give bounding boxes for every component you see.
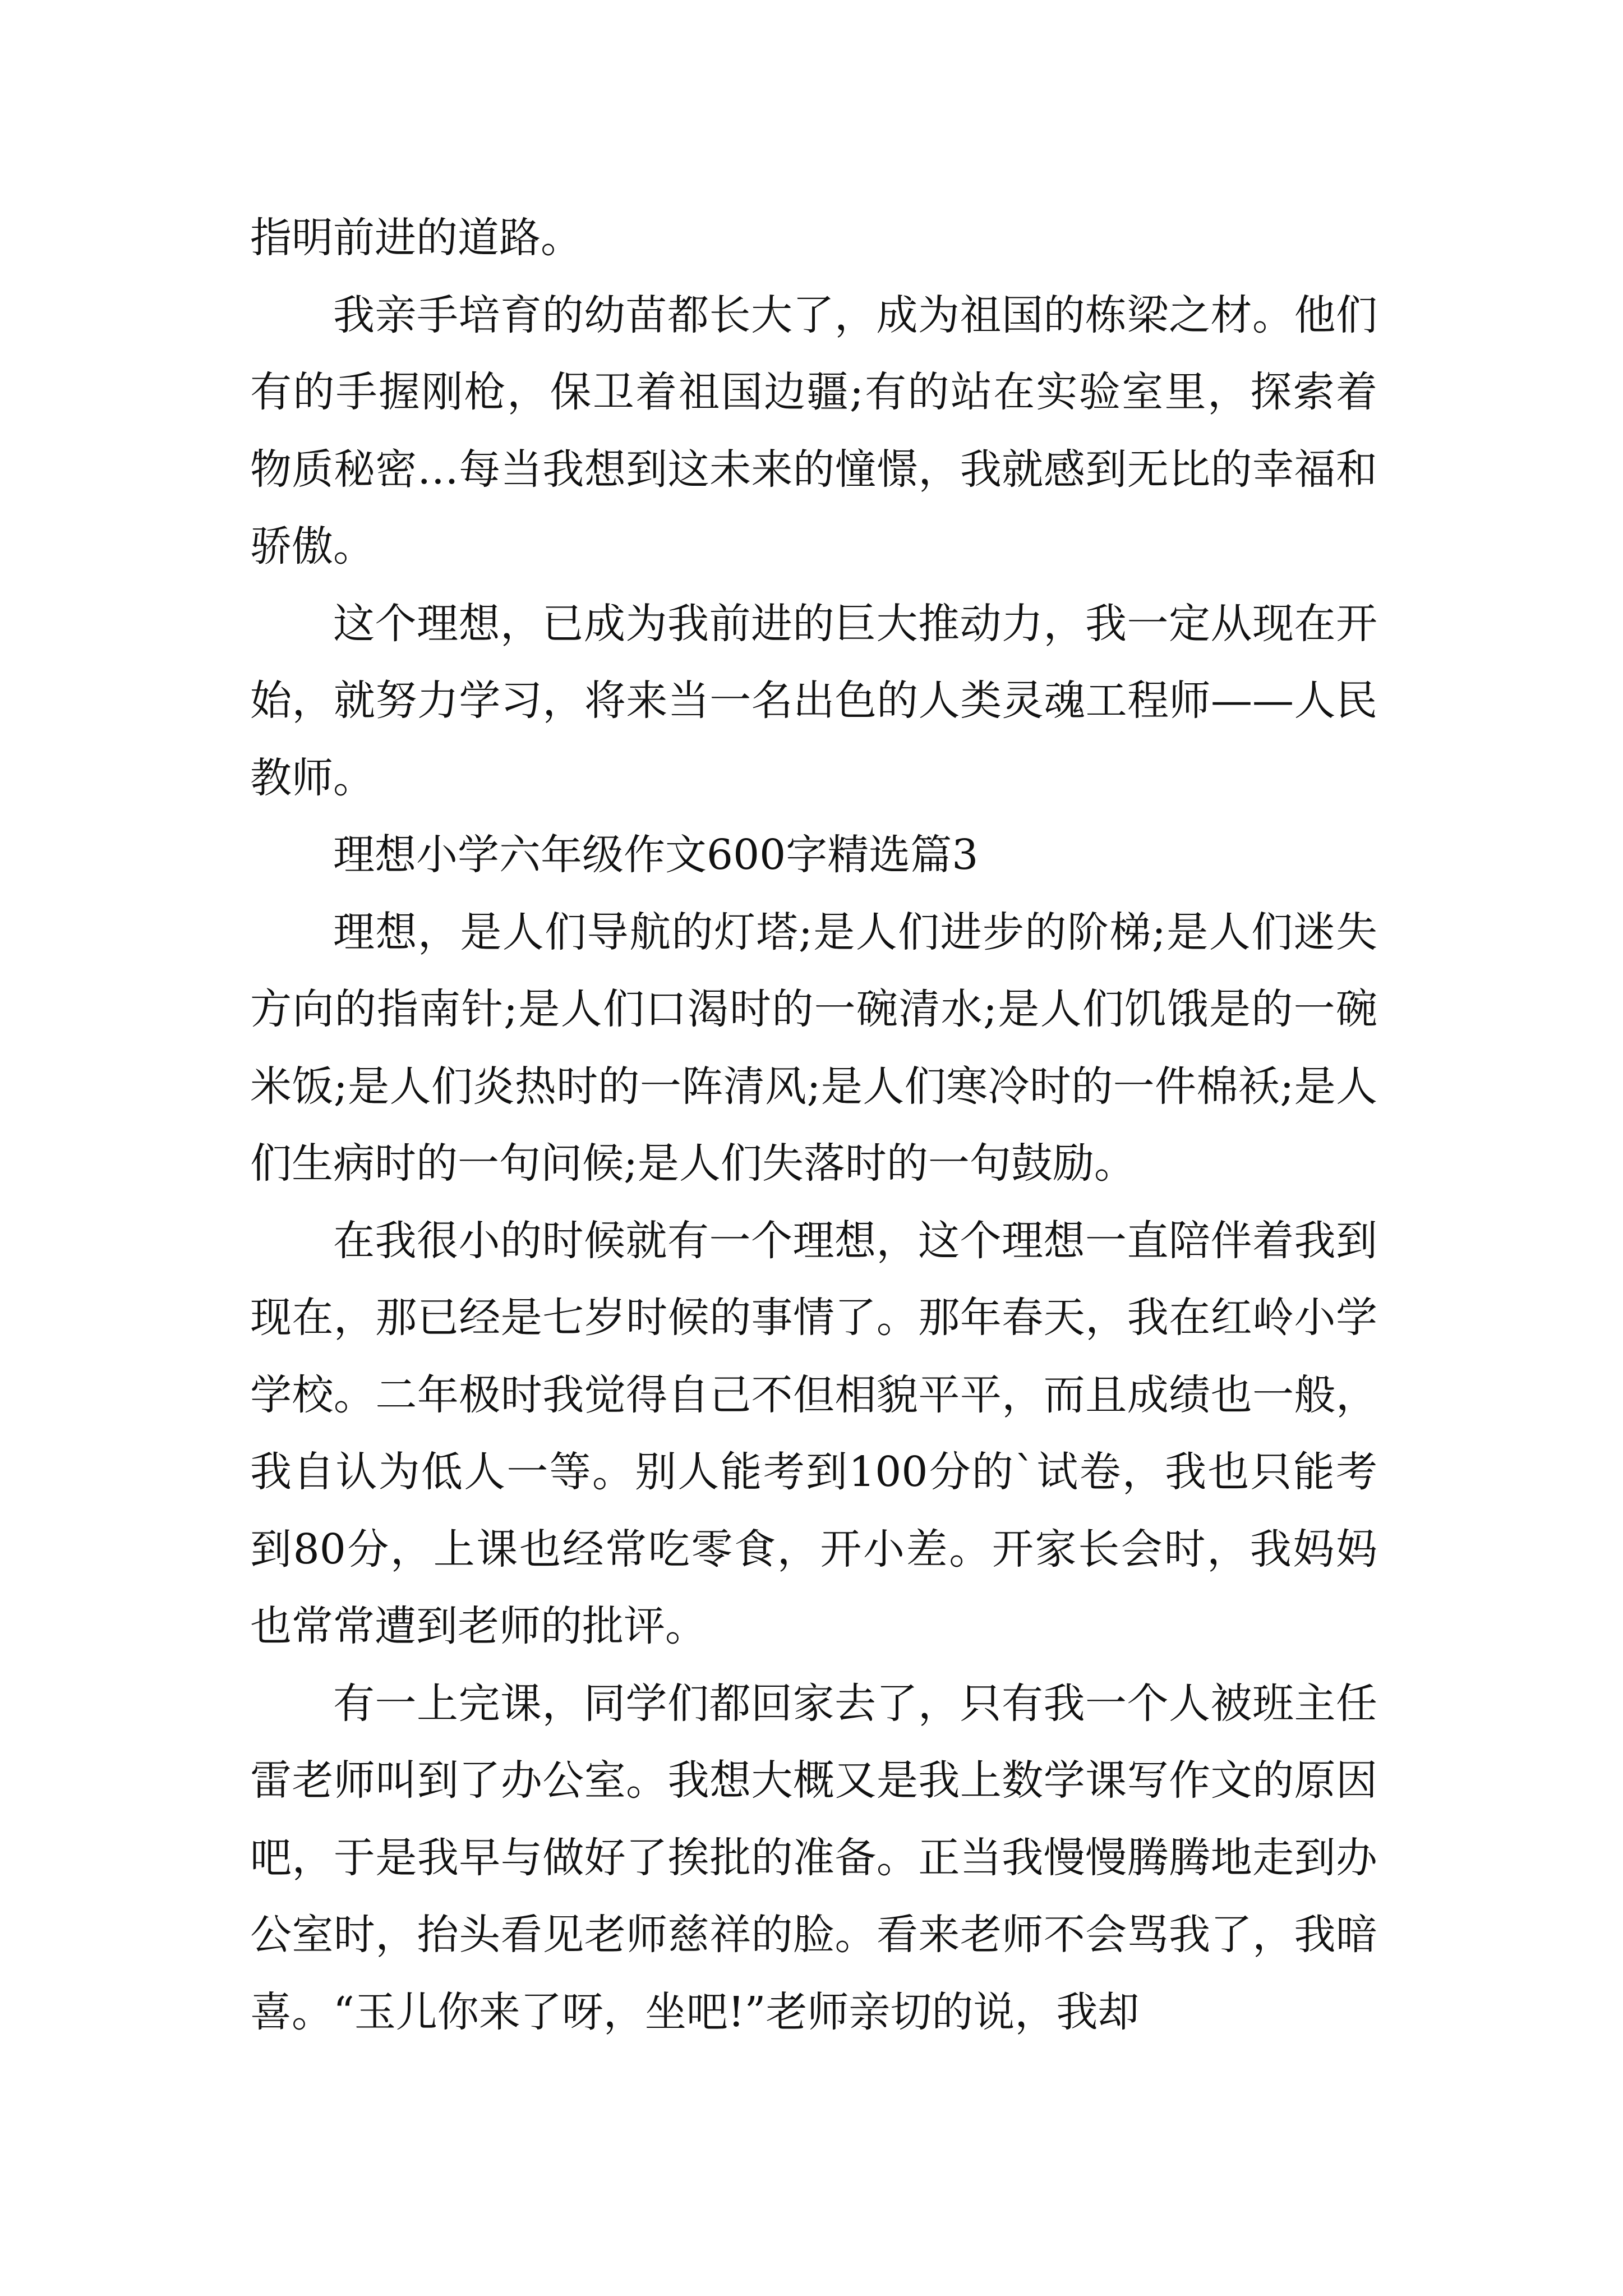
paragraph: 有一上完课，同学们都回家去了，只有我一个人被班主任雷老师叫到了办公室。我想大概又是我上数学课写作文的原因吧，于是我早与做好了挨批的准备。正当我慢慢腾腾地走到办公室时，抬头看见老师慈祥的脸。看来老师不会骂我了，我暗喜。“玉儿你来了呀，坐吧!”老师亲切的说，我却 — [250, 1679, 1377, 2036]
paragraph: 这个理想，已成为我前进的巨大推动力，我一定从现在开始，就努力学习，将来当一名出色的人类灵魂工程师——人民教师。 — [250, 599, 1377, 802]
section-heading: 理想小学六年级作文600字精选篇3 — [333, 831, 979, 879]
paragraph-continuation: 指明前进的道路。 — [250, 214, 582, 262]
paragraph: 理想，是人们导航的灯塔;是人们进步的阶梯;是人们迷失方向的指南针;是人们口渴时的一碗清水;是人们饥饿是的一碗米饭;是人们炎热时的一阵清风;是人们寒冷时的一件棉袄;是人们生病时的一句问候;是人们失落时的一句鼓励。 — [250, 908, 1377, 1188]
paragraph: 我亲手培育的幼苗都长大了，成为祖国的栋梁之材。他们有的手握刚枪，保卫着祖国边疆;有的站在实验室里，探索着物质秘密…每当我想到这未来的憧憬，我就感到无比的幸福和骄傲。 — [250, 291, 1377, 570]
paragraph: 在我很小的时候就有一个理想，这个理想一直陪伴着我到现在，那已经是七岁时候的事情了。那年春天，我在红岭小学学校。二年极时我觉得自己不但相貌平平，而且成绩也一般，我自认为低人一等。别人能考到100分的`试卷，我也只能考到80分，上课也经常吃零食，开小差。开家长会时，我妈妈也常常遭到老师的批评。 — [250, 1216, 1377, 1650]
article-body — [250, 200, 1377, 2051]
